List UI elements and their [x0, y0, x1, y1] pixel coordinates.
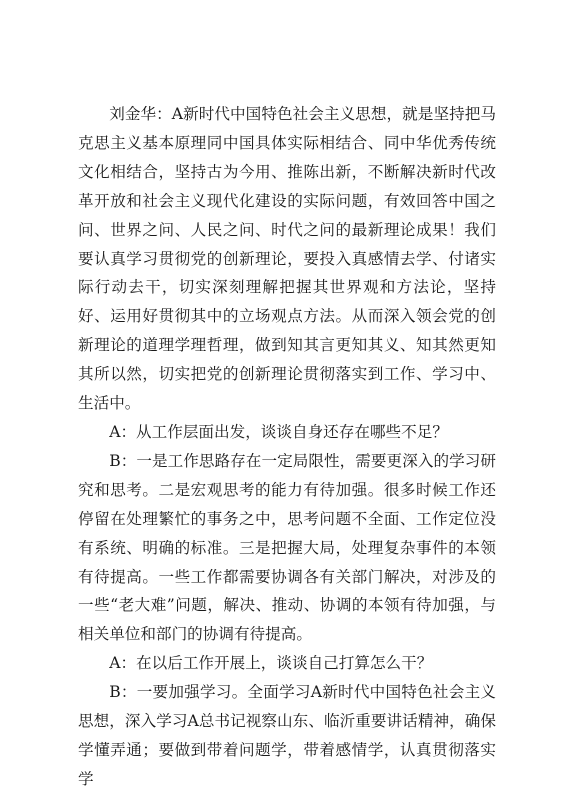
paragraph-liu-jinhua: 刘金华：A新时代中国特色社会主义思想，就是坚持把马克思主义基本原理同中国具体实际相结合、同中华优秀传统文化相结合，坚持古为今用、推陈出新，不断解决新时代改革开放和社会主义现代化建设的实际问题，有效回答中国之问、世界之问、人民之问、时代之问的最新理论成果！我们要认真学习贯彻党的创新理论，要投入真感情去学、付诸实际行动去干，切实深刻理解把握其世界观和方法论，坚持好、运用好贯彻其中的立场观点方法。从而深入领会党的创新理论的道理学理哲理，做到知其言更知其义、知其然更知其所以然，切实把党的创新理论贯彻落实到工作、学习中、生活中。 [78, 105, 496, 413]
question-shortcomings: A：从工作层面出发，谈谈自身还存在哪些不足？ [109, 422, 448, 441]
answer-future-plans: B：一要加强学习。全面学习A新时代中国特色社会主义思想，深入学习A总书记视察山东、临沂重要讲话精神，确保学懂弄通；要做到带着问题学，带着感情学，认真贯彻落实学 [78, 683, 496, 788]
answer-shortcomings: B：一是工作思路存在一定局限性，需要更深入的学习研究和思考。二是宏观思考的能力有待加强。很多时候工作还停留在处理繁忙的事务之中，思考问题不全面、工作定位没有系统、明确的标准。三是把握大局，处理复杂事件的本领有待提高。一些工作都需要协调各有关部门解决，对涉及的一些“老大难”问题，解决、推动、协调的本领有待加强，与相关单位和部门的协调有待提高。 [78, 451, 496, 644]
document-body [78, 100, 496, 794]
question-future-plans: A：在以后工作开展上，谈谈自己打算怎么干？ [109, 654, 433, 673]
